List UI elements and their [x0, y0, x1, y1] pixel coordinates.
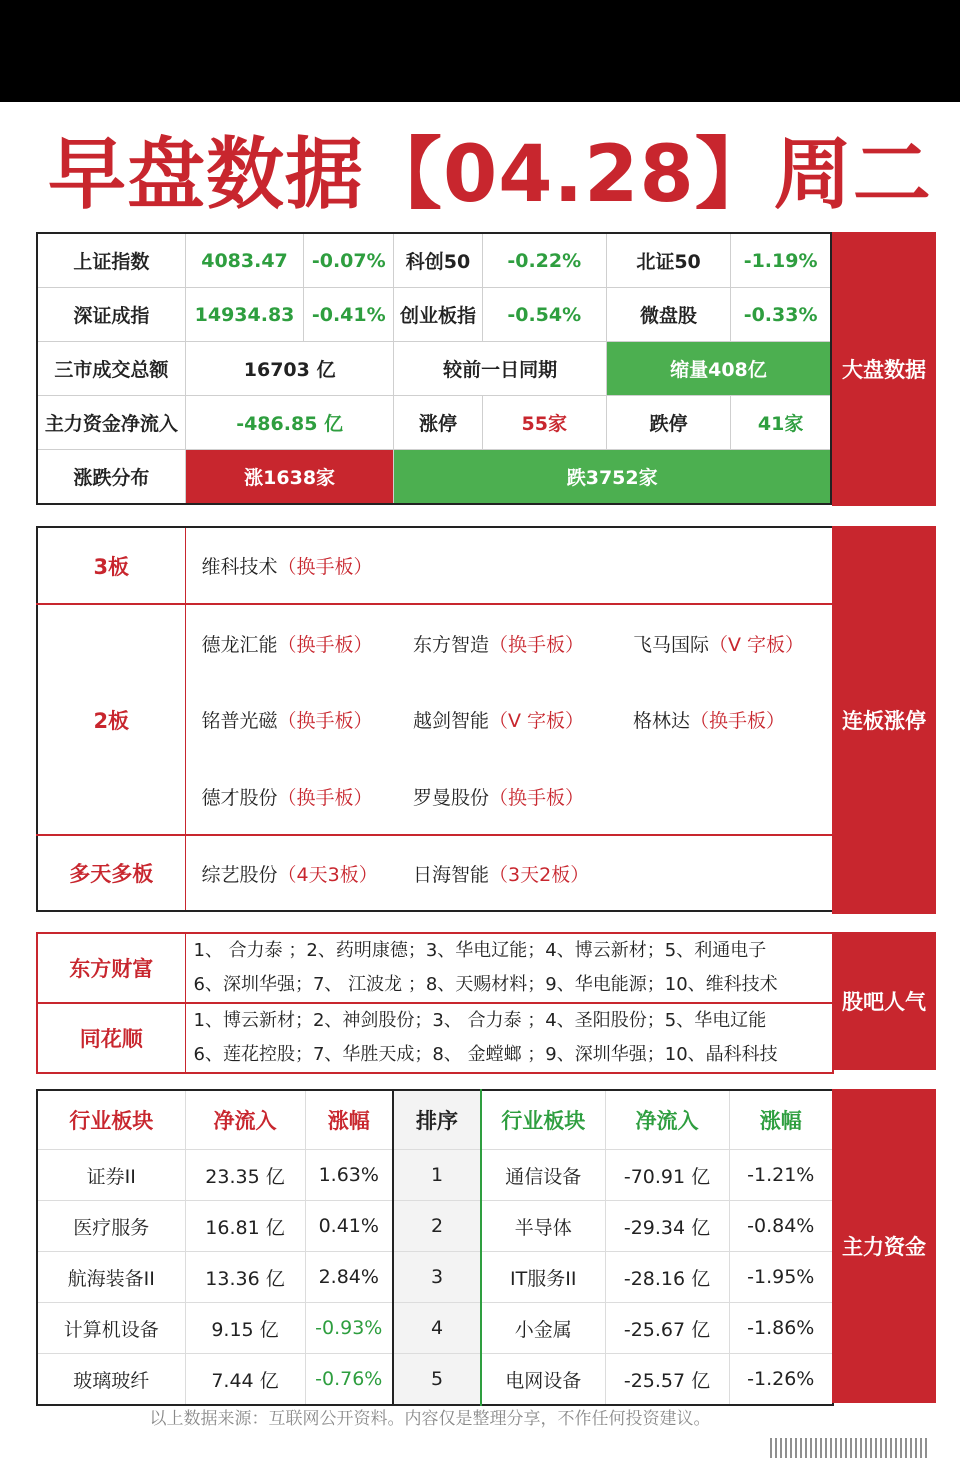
- page-title: 早盘数据【04.28】周二: [48, 130, 932, 220]
- rank-number: 4: [393, 1303, 481, 1354]
- popularity-line: 6、深圳华强；7、 江波龙 ；8、天赐材料；9、华电能源；10、维科技术: [193, 974, 778, 995]
- stock-note: （换手板）: [690, 710, 786, 732]
- header-sector-out: 行业板块: [481, 1090, 605, 1150]
- stock-name: 飞马国际: [633, 633, 710, 656]
- sector-in: 证券II: [37, 1150, 185, 1201]
- sector-out: IT服务II: [481, 1252, 605, 1303]
- header-inflow-in: 净流入: [185, 1090, 305, 1150]
- inflow-in: 7.44 亿: [185, 1354, 305, 1406]
- stock-name: 罗曼股份: [413, 786, 490, 809]
- change-in: 1.63%: [305, 1150, 393, 1201]
- side-label-limit-up: 连板涨停: [832, 526, 936, 914]
- stock-note: （4天3板）: [277, 863, 378, 886]
- stock-note: （3天2板）: [489, 863, 590, 886]
- table-row: [37, 1150, 833, 1201]
- stock-note: （换手板）: [277, 633, 373, 656]
- value-down-count: 跌3752家: [394, 450, 831, 505]
- stock-cell: [397, 681, 617, 758]
- table-row: [37, 1252, 833, 1303]
- market-row-5: [37, 450, 831, 505]
- change-in: -0.76%: [305, 1354, 393, 1406]
- stock-name: 综艺股份: [201, 863, 278, 886]
- change-out: -1.95%: [729, 1252, 833, 1303]
- inflow-out: -25.67 亿: [605, 1303, 729, 1354]
- value-net-inflow: -486.85 亿: [185, 396, 394, 450]
- stock-cell: [185, 758, 397, 835]
- label-net-inflow: 主力资金净流入: [37, 396, 185, 450]
- decorative-dots: [770, 1438, 930, 1458]
- label-ths: 同花顺: [37, 1003, 185, 1073]
- market-data-table: [36, 232, 832, 505]
- stock-cell: [397, 835, 833, 911]
- rank-number: 3: [393, 1252, 481, 1303]
- sector-out: 电网设备: [481, 1354, 605, 1406]
- funds-table: [36, 1089, 834, 1406]
- stock-note: （V 字板）: [709, 633, 805, 656]
- value-limit-down: 41家: [731, 396, 831, 450]
- change-in: 0.41%: [305, 1201, 393, 1252]
- label-sh-index: 上证指数: [37, 233, 185, 288]
- table-row: [37, 1354, 833, 1406]
- stock-cell: [397, 604, 617, 681]
- stock-note: （换手板）: [277, 556, 373, 578]
- stock-note: （换手板）: [277, 710, 373, 732]
- sector-in: 玻璃玻纤: [37, 1354, 185, 1406]
- inflow-out: -29.34 亿: [605, 1201, 729, 1252]
- label-sz-index: 深证成指: [37, 288, 185, 342]
- stock-cell: [617, 604, 833, 681]
- stock-note: （V 字板）: [489, 710, 585, 732]
- popularity-line: 1、博云新材；2、神剑股份；3、 合力泰 ；4、圣阳股份；5、华电辽能: [193, 1010, 767, 1031]
- change-in: -0.93%: [305, 1303, 393, 1354]
- popularity-row-eastmoney: [37, 933, 833, 1003]
- stock-cell: [397, 758, 617, 835]
- header-change-out: 涨幅: [729, 1090, 833, 1150]
- table-row: [37, 1201, 833, 1252]
- market-row-2: [37, 288, 831, 342]
- stock-cell: [617, 681, 833, 758]
- label-limit-down: 跌停: [606, 396, 730, 450]
- funds-header-row: [37, 1090, 833, 1150]
- sector-in: 医疗服务: [37, 1201, 185, 1252]
- limit-up-table: [36, 526, 834, 912]
- pct-sh-index: -0.07%: [304, 233, 394, 288]
- label-2-board: 2板: [37, 604, 185, 835]
- value-vs-prev: 缩量408亿: [606, 342, 831, 396]
- stock-note: （换手板）: [277, 786, 373, 809]
- label-multi-board: 多天多板: [37, 835, 185, 911]
- header-change-in: 涨幅: [305, 1090, 393, 1150]
- stock-name: 德才股份: [201, 786, 278, 809]
- table-row: [37, 1303, 833, 1354]
- label-vs-prev: 较前一日同期: [394, 342, 607, 396]
- rank-number: 5: [393, 1354, 481, 1406]
- stock-cell: [185, 681, 397, 758]
- popularity-list: [185, 1003, 833, 1073]
- change-out: -1.21%: [729, 1150, 833, 1201]
- stock-note: （换手板）: [489, 633, 585, 656]
- pct-bse50: -1.19%: [731, 233, 831, 288]
- inflow-out: -28.16 亿: [605, 1252, 729, 1303]
- market-row-1: [37, 233, 831, 288]
- stock-name: 越剑智能: [413, 710, 490, 732]
- value-sz-index: 14934.83: [185, 288, 303, 342]
- stock-name: 德龙汇能: [201, 633, 278, 656]
- popularity-table: [36, 932, 834, 1074]
- sector-in: 航海装备II: [37, 1252, 185, 1303]
- stock-cell: [185, 527, 833, 604]
- inflow-in: 23.35 亿: [185, 1150, 305, 1201]
- inflow-out: -70.91 亿: [605, 1150, 729, 1201]
- value-sh-index: 4083.47: [185, 233, 303, 288]
- label-bse50: 北证50: [606, 233, 730, 288]
- sector-out: 半导体: [481, 1201, 605, 1252]
- header-sector-in: 行业板块: [37, 1090, 185, 1150]
- inflow-in: 16.81 亿: [185, 1201, 305, 1252]
- market-row-4: [37, 396, 831, 450]
- header-inflow-out: 净流入: [605, 1090, 729, 1150]
- row-multi-board: [37, 835, 833, 911]
- inflow-in: 9.15 亿: [185, 1303, 305, 1354]
- stock-note: （换手板）: [489, 786, 585, 809]
- sector-out: 通信设备: [481, 1150, 605, 1201]
- label-chinext: 创业板指: [394, 288, 482, 342]
- popularity-line: 1、 合力泰 ；2、药明康德；3、华电辽能；4、博云新材；5、利通电子: [193, 940, 767, 961]
- label-limit-up: 涨停: [394, 396, 482, 450]
- pct-microcap: -0.33%: [731, 288, 831, 342]
- pct-chinext: -0.54%: [482, 288, 606, 342]
- sector-out: 小金属: [481, 1303, 605, 1354]
- empty-cell: [617, 758, 833, 835]
- source-note: 以上数据来源：互联网公开资料。内容仅是整理分享，不作任何投资建议。: [149, 1409, 711, 1429]
- label-distribution: 涨跌分布: [37, 450, 185, 505]
- stock-name: 日海智能: [413, 863, 490, 886]
- rank-number: 2: [393, 1201, 481, 1252]
- change-out: -1.86%: [729, 1303, 833, 1354]
- inflow-out: -25.57 亿: [605, 1354, 729, 1406]
- sector-in: 计算机设备: [37, 1303, 185, 1354]
- change-out: -1.26%: [729, 1354, 833, 1406]
- side-label-popularity: 股吧人气: [832, 932, 936, 1070]
- change-out: -0.84%: [729, 1201, 833, 1252]
- popularity-row-ths: [37, 1003, 833, 1073]
- pct-star50: -0.22%: [482, 233, 606, 288]
- value-limit-up: 55家: [482, 396, 606, 450]
- row-2-board-a: [37, 604, 833, 681]
- stock-cell: [185, 604, 397, 681]
- header-rank: 排序: [393, 1090, 481, 1150]
- stock-name: 格林达: [633, 710, 691, 732]
- stock-name: 东方智造: [413, 633, 490, 656]
- value-turnover: 16703 亿: [185, 342, 394, 396]
- stock-cell: [185, 835, 397, 911]
- side-label-market: 大盘数据: [832, 232, 936, 506]
- row-3-board: [37, 527, 833, 604]
- label-microcap: 微盘股: [606, 288, 730, 342]
- change-in: 2.84%: [305, 1252, 393, 1303]
- inflow-in: 13.36 亿: [185, 1252, 305, 1303]
- pct-sz-index: -0.41%: [304, 288, 394, 342]
- stock-name: 维科技术: [201, 556, 278, 578]
- popularity-line: 6、莲花控股；7、华胜天成；8、 金螳螂 ；9、深圳华强；10、晶科科技: [193, 1044, 778, 1065]
- label-eastmoney: 东方财富: [37, 933, 185, 1003]
- stock-name: 铭普光磁: [201, 710, 278, 732]
- market-row-3: [37, 342, 831, 396]
- side-label-funds: 主力资金: [832, 1089, 936, 1403]
- popularity-list: [185, 933, 833, 1003]
- label-3-board: 3板: [37, 527, 185, 604]
- value-up-count: 涨1638家: [185, 450, 394, 505]
- label-star50: 科创50: [394, 233, 482, 288]
- rank-number: 1: [393, 1150, 481, 1201]
- top-black-bar: [0, 0, 960, 102]
- label-turnover: 三市成交总额: [37, 342, 185, 396]
